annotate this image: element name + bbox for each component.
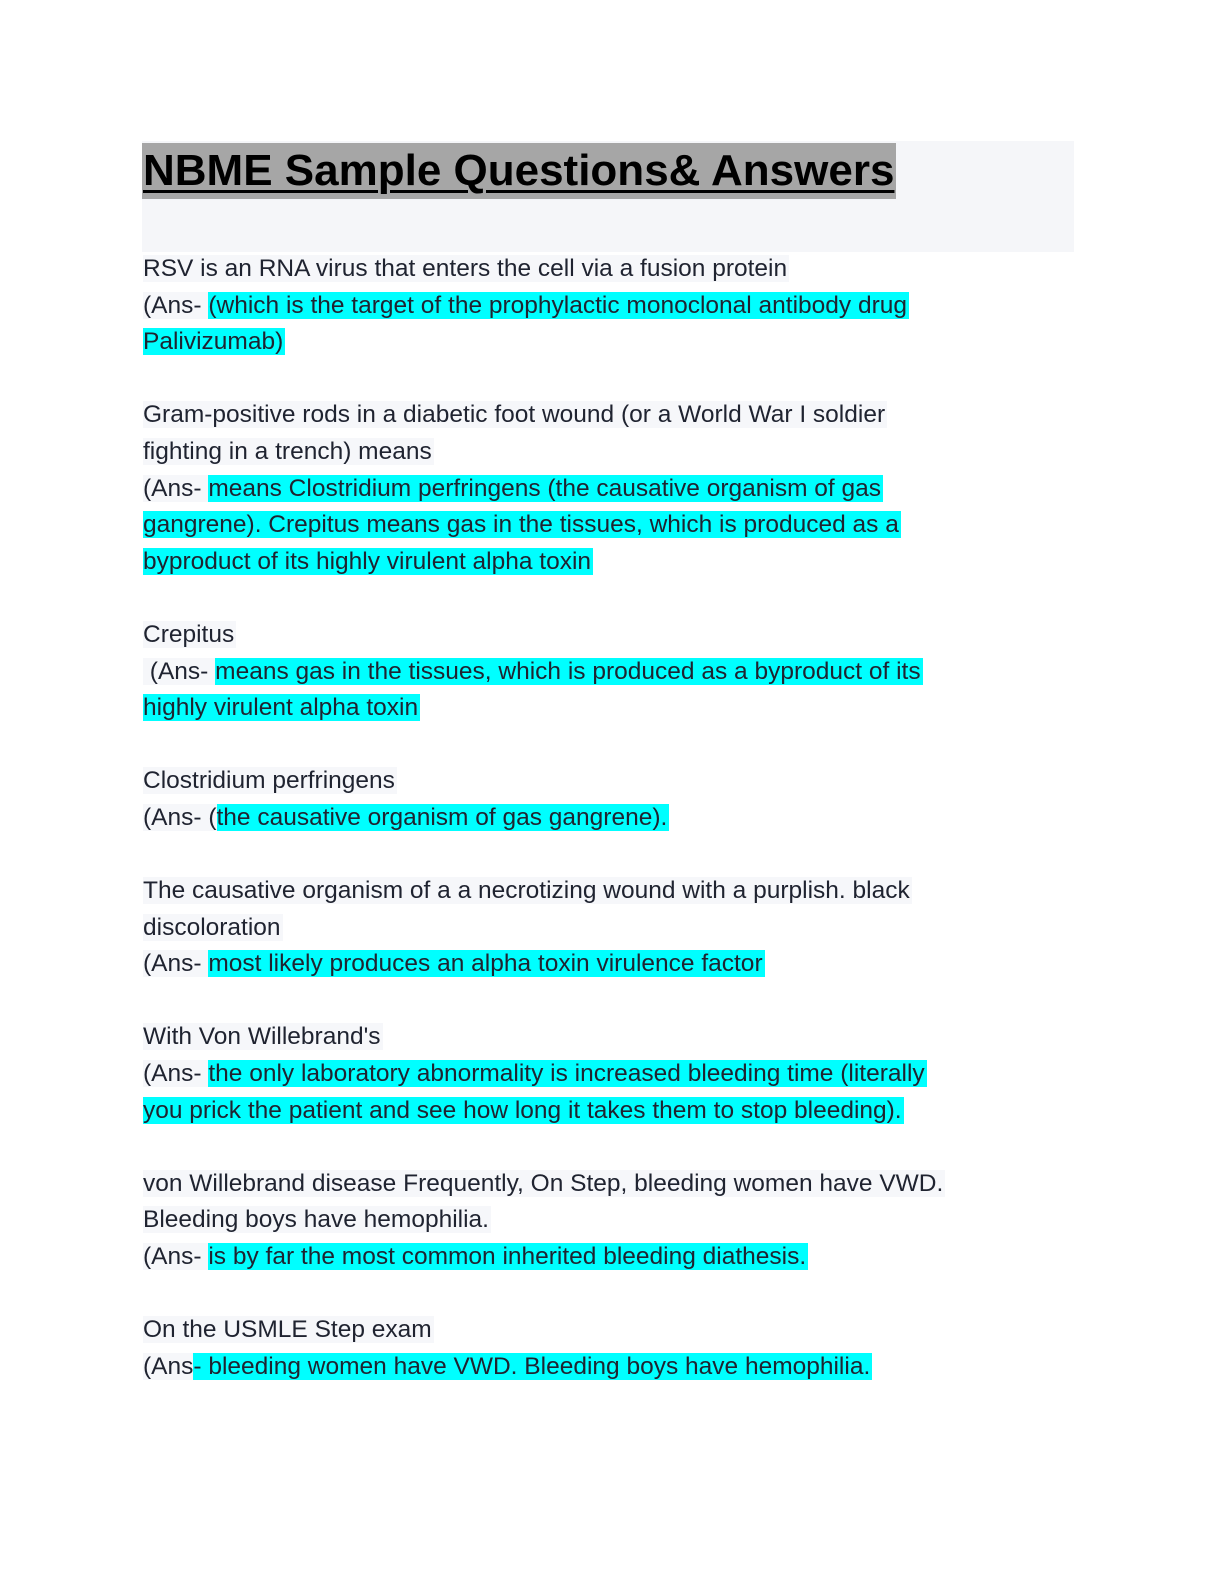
answer-highlight: means Clostridium perfringens (the causative organism of gas [208,474,882,502]
question-line [143,1202,1063,1239]
answer-prefix: (Ans- [143,1060,209,1088]
answer-highlight: Palivizumab) [143,328,284,356]
answer-line [143,1093,1063,1130]
answer-prefix: (Ans [143,1352,194,1380]
answer-prefix: (Ans- [143,657,216,685]
question-line [143,1312,1063,1349]
page-title: NBME Sample Questions& Answers [142,143,896,199]
answer-highlight: you prick the patient and see how long it takes them to stop bleeding). [143,1096,902,1124]
qa-list [143,251,1063,1422]
answer-prefix: (Ans- [143,1243,209,1271]
qa-item [143,763,1063,836]
answer-highlight: byproduct of its highly virulent alpha toxin [143,547,592,575]
answer-line [143,507,1063,544]
answer-prefix: (Ans- ( [143,803,217,831]
question-line [143,397,1063,434]
answer-highlight: the causative organism of gas gangrene). [216,803,668,831]
question-text: Crepitus [143,620,235,648]
answer-line [143,471,1063,508]
question-text: On the USMLE Step exam [143,1316,432,1344]
answer-prefix: (Ans- [143,950,209,978]
question-text: von Willebrand disease Frequently, On Step, bleeding women have VWD. [143,1169,944,1197]
answer-line [143,946,1063,983]
answer-highlight: gangrene). Crepitus means gas in the tissues, which is produced as a [143,511,899,539]
question-text: With Von Willebrand's [143,1023,381,1051]
answer-prefix: (Ans- [143,291,209,319]
qa-item [143,1166,1063,1276]
answer-highlight: the only laboratory abnormality is increased bleeding time (literally [208,1060,925,1088]
question-text: RSV is an RNA virus that enters the cell via a fusion protein [143,255,788,282]
qa-item [143,397,1063,580]
question-text: fighting in a trench) means [143,437,432,465]
answer-line [143,1349,1063,1386]
answer-line [143,1056,1063,1093]
question-line [143,910,1063,947]
question-line [143,434,1063,471]
answer-highlight: (which is the target of the prophylactic monoclonal antibody drug [208,291,907,319]
qa-item [143,1312,1063,1385]
answer-line [143,544,1063,581]
question-line [143,251,1063,288]
qa-item [143,1019,1063,1129]
question-text: Clostridium perfringens [143,767,395,795]
question-line [143,873,1063,910]
question-line [143,1019,1063,1056]
answer-line [143,654,1063,691]
qa-item [143,873,1063,983]
question-line [143,617,1063,654]
question-line [143,1166,1063,1203]
question-text: Gram-positive rods in a diabetic foot wound (or a World War I soldier [143,401,886,429]
qa-item [143,617,1063,727]
answer-highlight: is by far the most common inherited bleeding diathesis. [208,1243,807,1271]
answer-highlight: most likely produces an alpha toxin virulence factor [208,950,763,978]
question-text: The causative organism of a a necrotizing wound with a purplish. black [143,877,910,905]
answer-line [143,324,1063,361]
answer-highlight: - bleeding women have VWD. Bleeding boys have hemophilia. [193,1352,871,1380]
answer-highlight: means gas in the tissues, which is produced as a byproduct of its [215,657,921,685]
qa-item [143,251,1063,361]
answer-line [143,800,1063,837]
question-text: Bleeding boys have hemophilia. [143,1206,489,1234]
answer-line [143,1239,1063,1276]
answer-highlight: highly virulent alpha toxin [143,694,419,722]
answer-line [143,690,1063,727]
answer-line [143,288,1063,325]
question-text: discoloration [143,913,281,941]
answer-prefix: (Ans- [143,474,209,502]
question-line [143,763,1063,800]
